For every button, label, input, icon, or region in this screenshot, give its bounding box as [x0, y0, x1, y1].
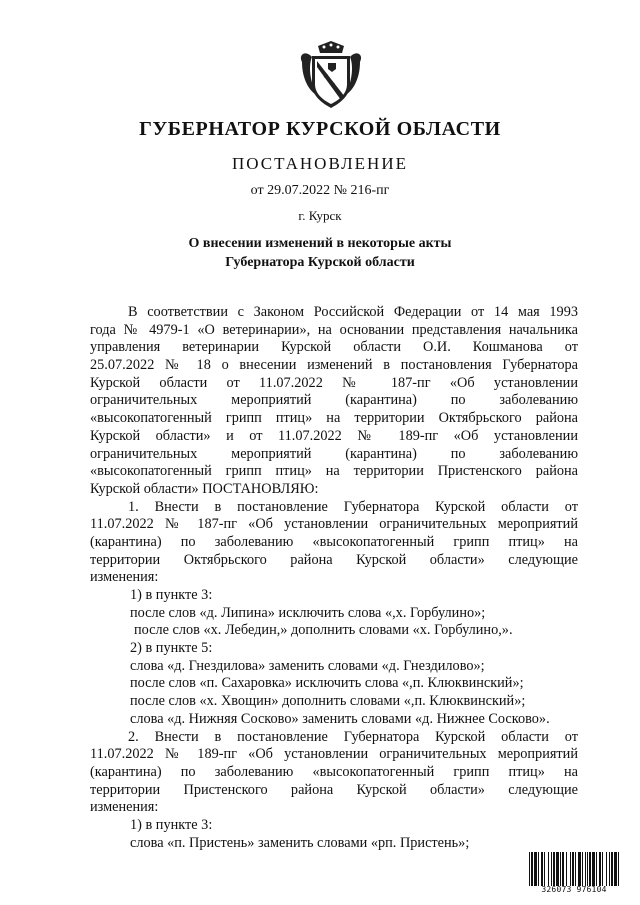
- body-line: Курской области» и от 11.07.2022 № 189-пг «Об установлении: [90, 427, 578, 444]
- document-barcode: [528, 852, 620, 894]
- body-line: управления ветеринарии Курской области О.И. Кошманова от: [90, 339, 578, 356]
- body-line: В соответствии с Законом Российской Федерации от 14 мая 1993: [128, 304, 578, 320]
- body-line: Курской области» ПОСТАНОВЛЯЮ:: [90, 480, 319, 497]
- body-line: ограничительных мероприятий (карантина) по заболеванию: [90, 392, 578, 409]
- body-line: 25.07.2022 № 18 о внесении изменений в постановления Губернатора: [90, 357, 578, 374]
- body-line: 2) в пункте 5:: [130, 640, 213, 657]
- document-date-number: от 29.07.2022 № 216-пг: [250, 183, 390, 198]
- body-line: 11.07.2022 № 187-пг «Об установлении ограничительных мероприятий: [90, 516, 578, 533]
- document-city: г. Курск: [298, 208, 342, 223]
- issuing-authority: ГУБЕРНАТОР КУРСКОЙ ОБЛАСТИ: [139, 118, 501, 140]
- body-line: 1. Внести в постановление Губернатора Курской области от: [128, 498, 578, 515]
- subject-line: Губернатора Курской области: [225, 255, 415, 270]
- body-line: изменения:: [90, 569, 159, 586]
- document-subject: [0, 234, 640, 272]
- body-line: слова «п. Пристень» заменить словами «рп. Пристень»;: [130, 834, 470, 851]
- body-line: изменения:: [90, 799, 159, 816]
- body-line: после слов «д. Липина» исключить слова «,х. Горбулино»;: [130, 604, 486, 621]
- body-line: территории Пристенского района Курской области» следующие: [90, 781, 578, 798]
- document-type: ПОСТАНОВЛЕНИЕ: [231, 154, 408, 173]
- body-line: 11.07.2022 № 189-пг «Об установлении ограничительных мероприятий: [90, 746, 578, 763]
- barcode-bars-icon: [528, 852, 620, 886]
- body-line: территории Октябрьского района Курской области» следующие: [90, 551, 578, 568]
- body-line: года № 4979-1 «О ветеринарии», на основании представления начальника: [90, 321, 578, 338]
- body-line: после слов «х. Хвощин» дополнить словами «,п. Клюквинский»;: [130, 693, 526, 710]
- body-line: Курской области от 11.07.2022 № 187-пг «Об установлении: [90, 374, 578, 391]
- body-line: 1) в пункте 3:: [130, 816, 213, 833]
- body-line: 1) в пункте 3:: [130, 587, 213, 603]
- body-line: слова «д. Нижняя Сосково» заменить словами «д. Нижнее Сосково».: [130, 710, 550, 727]
- body-line: (карантина) по заболеванию «высокопатогенный грипп птиц» на: [90, 763, 578, 780]
- body-line: после слов «п. Сахаровка» исключить слова «,п. Клюквинский»;: [130, 675, 524, 692]
- body-line: слова «д. Гнездилова» заменить словами «д. Гнездилово»;: [130, 657, 485, 674]
- subject-line: О внесении изменений в некоторые акты: [188, 236, 452, 251]
- kursk-coat-of-arms-icon: [296, 40, 366, 110]
- document-body: [90, 304, 578, 852]
- body-line: (карантина) по заболеванию «высокопатогенный грипп птиц» на: [90, 533, 578, 550]
- body-line: «высокопатогенный грипп птиц» на территории Октябрьского района: [90, 410, 578, 427]
- body-line: после слов «х. Лебедин,» дополнить словами «х. Горбулино,».: [134, 622, 513, 639]
- body-line: ограничительных мероприятий (карантина) по заболеванию: [90, 445, 578, 462]
- body-line: 2. Внести в постановление Губернатора Курской области от: [128, 728, 578, 745]
- body-line: «высокопатогенный грипп птиц» на территории Пристенского района: [90, 463, 578, 480]
- barcode-number: 326073 976104: [541, 885, 607, 894]
